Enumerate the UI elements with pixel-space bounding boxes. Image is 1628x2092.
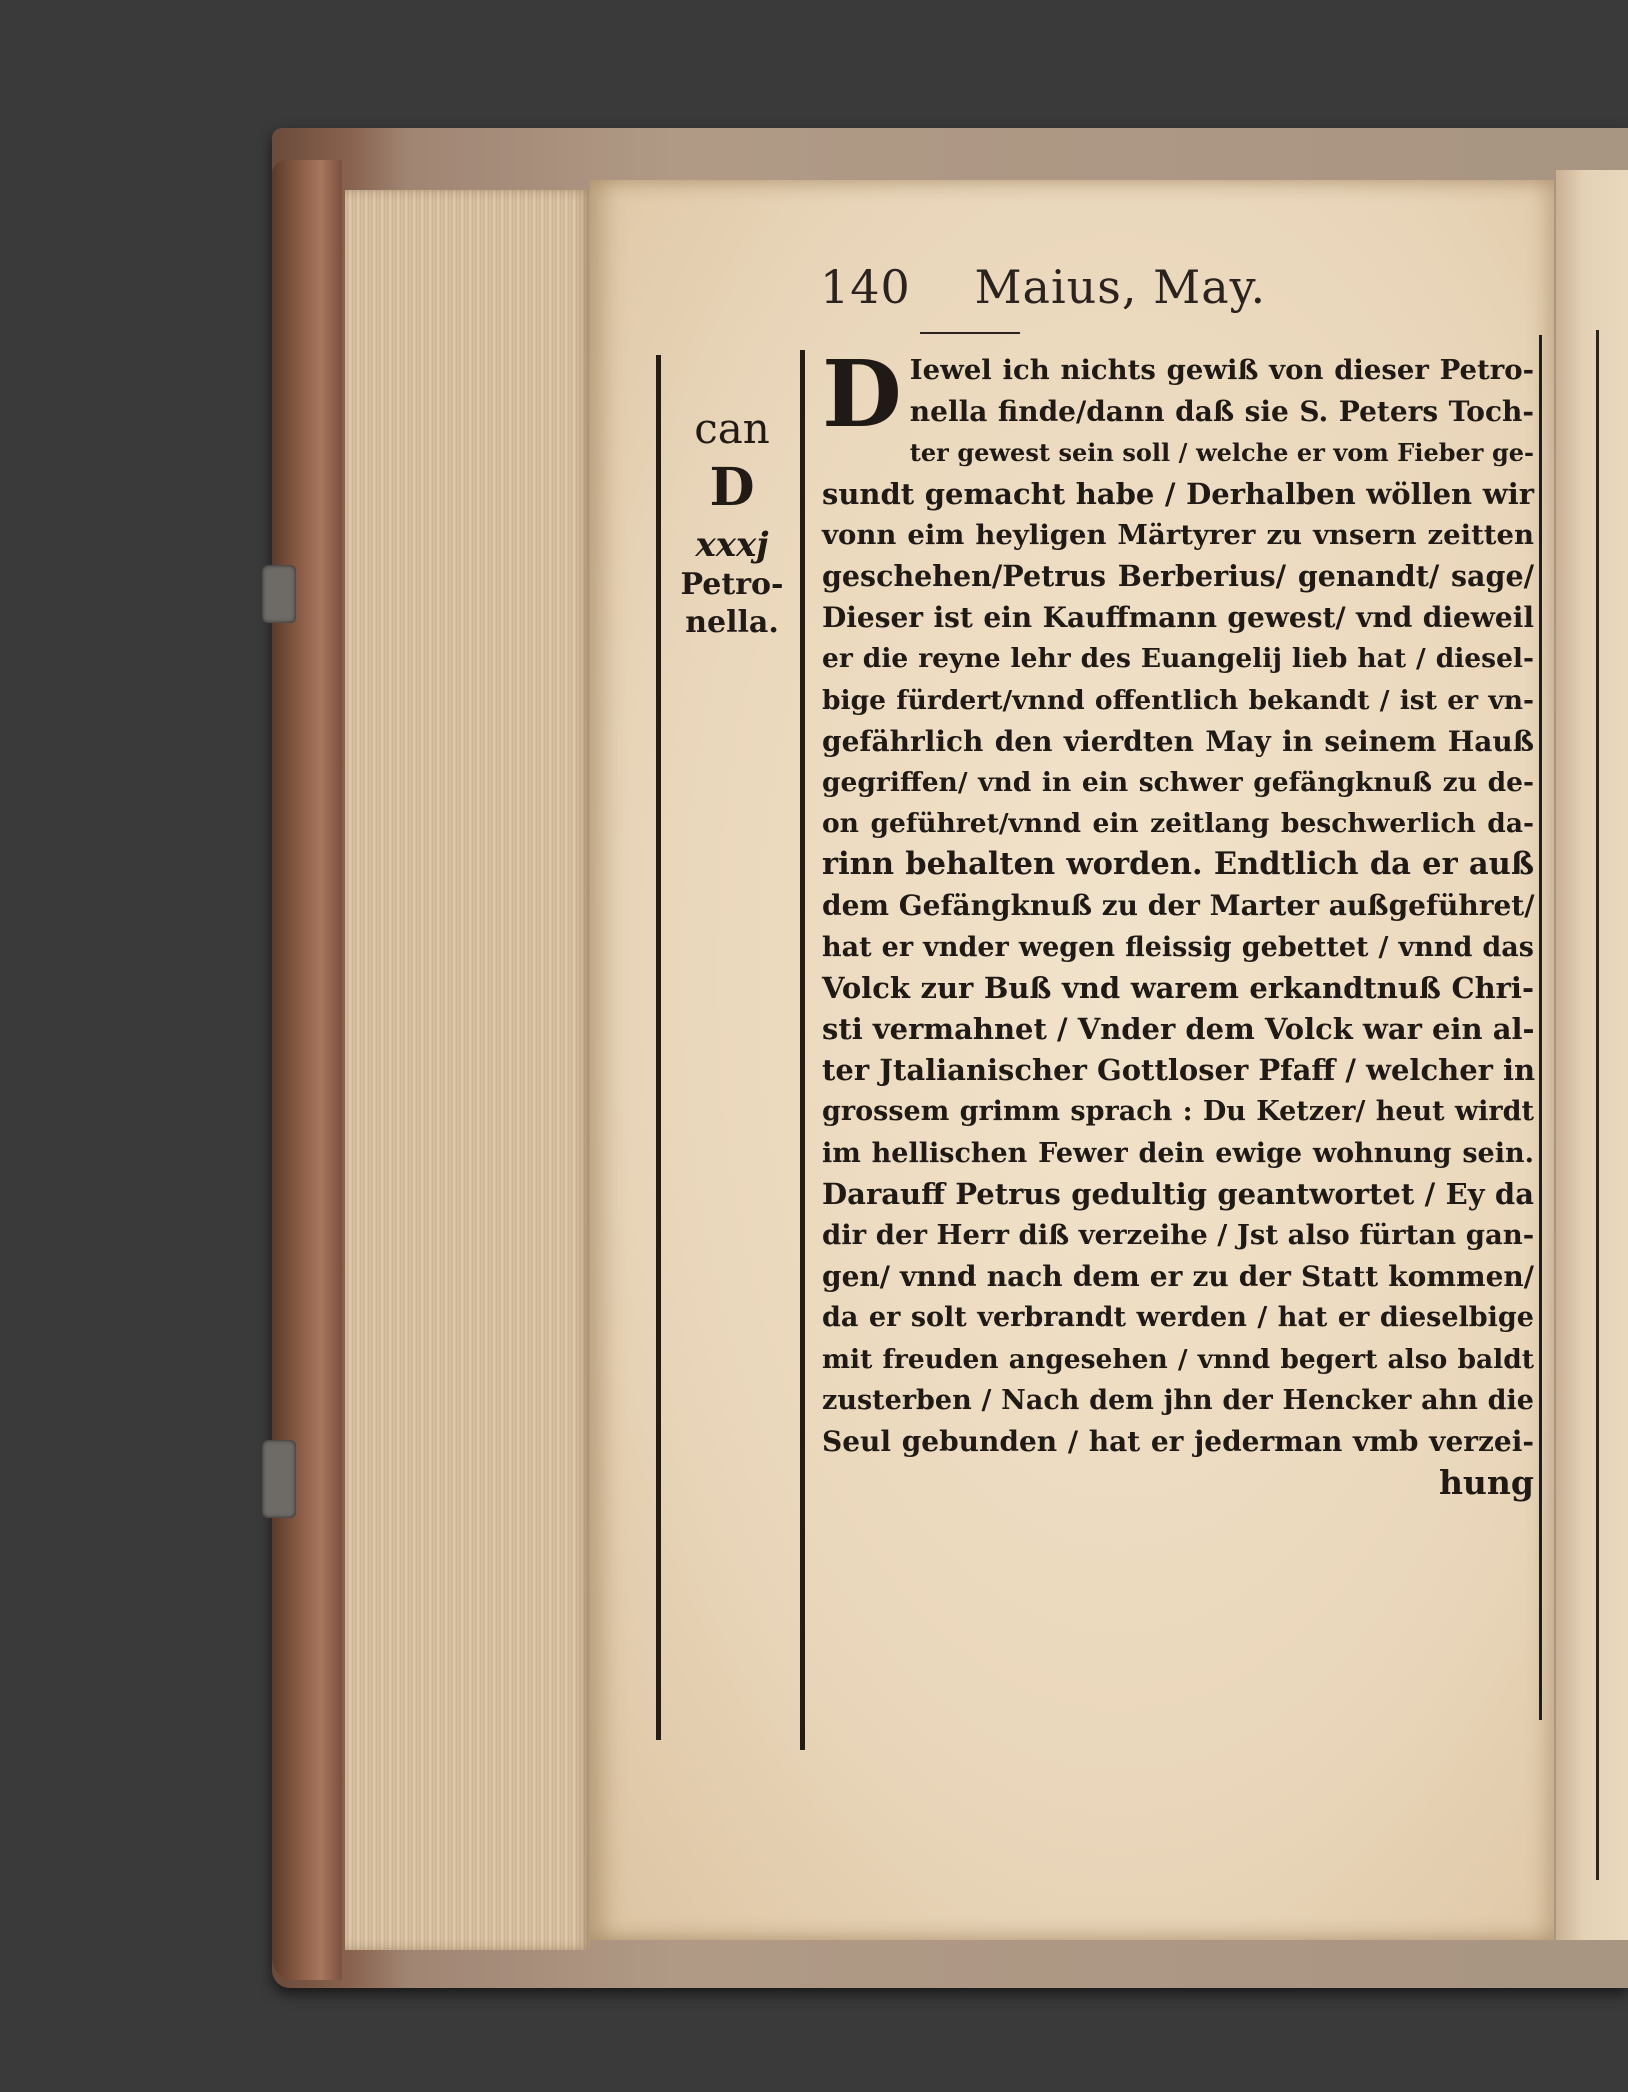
text-line: Iewel ich nichts gewiß von dieser Petro-: [909, 354, 1534, 386]
running-head-title: Maius, May.: [974, 260, 1267, 314]
text-line: ter Jtalianischer Gottloser Pfaff / welcher in: [822, 1053, 1536, 1088]
text-line: bige fürdert/vnnd offentlich bekandt / ist er vn-: [822, 684, 1534, 716]
facing-page-rule: [1596, 330, 1599, 1880]
facing-page: [1556, 170, 1628, 1940]
margin-note-letter: D: [709, 457, 755, 518]
text-line: im hellischen Fewer dein ewige wohnung sein.: [822, 1137, 1534, 1169]
header-rule: [920, 332, 1020, 334]
text-line: rinn behalten worden. Endtlich da er auß: [822, 846, 1534, 883]
text-line: Seul gebunden / hat er jederman vmb verzei-: [822, 1424, 1534, 1458]
body-text: [822, 340, 1536, 1503]
text-line: sundt gemacht habe / Derhalben wöllen wir: [822, 476, 1534, 511]
text-line: vonn eim heyligen Märtyrer zu vnsern zeitten: [822, 518, 1534, 551]
text-rule-right: [1539, 335, 1542, 1720]
text-line: gefährlich den vierdten May in seinem Hauß: [822, 724, 1534, 758]
page-edges: [345, 190, 590, 1950]
text-line: sti vermahnet / Vnder dem Volck war ein al-: [822, 1012, 1535, 1047]
clasp-top: [262, 565, 296, 623]
text-line: dir der Herr diß verzeihe / Jst also fürtan gan-: [822, 1218, 1535, 1251]
text-line: gen/ vnnd nach dem er zu der Statt kommen/: [822, 1260, 1534, 1294]
text-line: Dieser ist ein Kauffmann gewest/ vnd dieweil: [822, 601, 1534, 635]
margin-note: [664, 404, 800, 640]
book-spine: [272, 160, 342, 1980]
text-line: on geführet/vnnd ein zeitlang beschwerlich da-: [822, 808, 1534, 840]
text-line: zusterben / Nach dem jhn der Hencker ahn die: [822, 1384, 1534, 1416]
text-line: nella finde/dann daß sie S. Peters Toch-: [909, 395, 1534, 429]
text-line: gegriffen/ vnd in ein schwer gefängknuß zu de-: [822, 766, 1534, 798]
text-line: mit freuden angesehen / vnnd begert also baldt: [822, 1343, 1534, 1375]
text-line: hat er vnder wegen fleissig gebettet / vnnd das: [822, 931, 1534, 963]
text-line: ter gewest sein soll / welche er vom Fieber ge-: [909, 438, 1534, 468]
margin-rule-left: [656, 355, 661, 1740]
margin-note-number: xxxj: [695, 525, 769, 565]
text-line: geschehen/Petrus Berberius/ genandt/ sage/: [822, 558, 1534, 593]
drop-cap: D: [822, 340, 902, 448]
catchword: hung: [1438, 1463, 1534, 1503]
text-line: er die reyne lehr des Euangelij lieb hat / diesel-: [822, 643, 1534, 675]
text-line: Volck zur Buß vnd warem erkandtnuß Chri-: [822, 970, 1534, 1005]
text-line: dem Gefängknuß zu der Marter außgeführet/: [822, 889, 1535, 923]
margin-rule-middle: [800, 350, 805, 1750]
text-line: Darauff Petrus gedultig geantwortet / Ey da: [822, 1176, 1534, 1211]
text-line: grossem grimm sprach : Du Ketzer/ heut wirdt: [822, 1096, 1534, 1128]
opening-block: [822, 340, 1534, 448]
margin-note-name-1: Petro-: [680, 567, 784, 602]
clasp-bottom: [262, 1440, 296, 1518]
running-header: [820, 260, 1266, 320]
margin-note-name-2: nella.: [685, 605, 779, 640]
margin-note-can: can: [694, 404, 770, 453]
page-number: 140: [820, 260, 911, 314]
text-line: da er solt verbrandt werden / hat er dieselbige: [822, 1302, 1534, 1334]
